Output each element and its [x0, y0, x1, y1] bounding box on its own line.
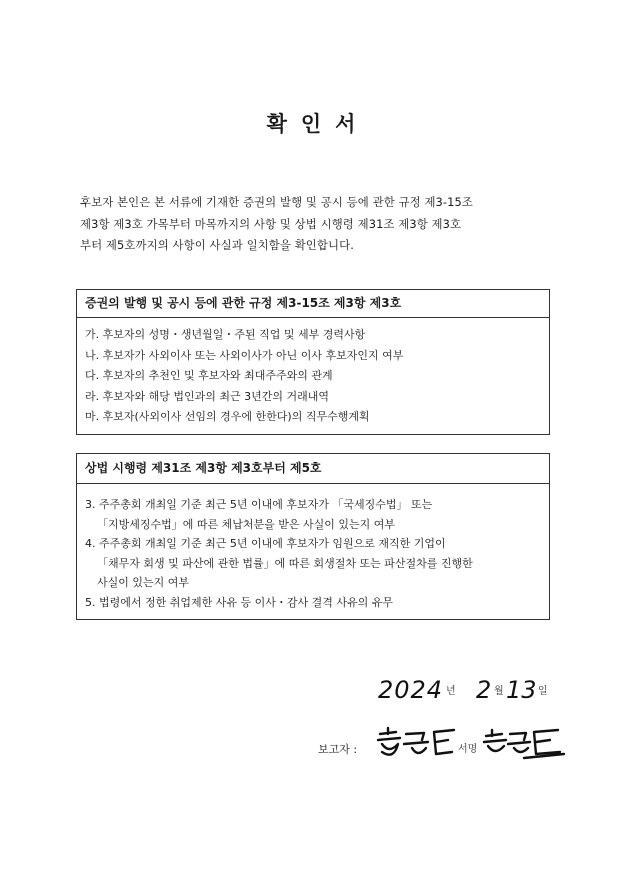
- list-item: 마. 후보자(사외이사 선임의 경우에 한한다)의 직무수행계획: [85, 410, 370, 423]
- date-year-unit: 년: [446, 686, 456, 697]
- intro-paragraph: [80, 192, 550, 257]
- date-day-unit: 일: [538, 686, 548, 697]
- list-item-line: 3. 주주총회 개최일 기준 최근 5년 이내에 후보자가 「국세징수법」 또는: [85, 498, 433, 511]
- handwritten-date: [378, 672, 558, 708]
- intro-line: 부터 제5호까지의 사항이 사실과 일치함을 확인합니다.: [80, 238, 354, 252]
- date-month-unit: 월: [494, 686, 504, 697]
- date-year: 2024: [378, 676, 444, 704]
- section-items: [77, 318, 549, 432]
- list-item-line: 「채무자 회생 및 파산에 관한 법률」에 따른 회생절차 또는 파산절차를 진행한: [97, 556, 473, 570]
- section-commercial-act: [76, 453, 550, 620]
- list-item-line: 4. 주주총회 개최일 기준 최근 5년 이내에 후보자가 임원으로 재직한 기업이: [85, 537, 446, 550]
- date-month: 2: [476, 676, 492, 704]
- list-item-line: 5. 법령에서 정한 취업제한 사유 등 이사・감사 결격 사유의 유무: [85, 595, 393, 609]
- list-item: 나. 후보자가 사외이사 또는 사외이사가 아닌 이사 후보자인지 여부: [85, 348, 404, 362]
- reporter-label: 보고자 :: [318, 743, 358, 756]
- signature-label: 서명: [458, 744, 478, 755]
- intro-line: 후보자 본인은 본 서류에 기재한 증권의 발행 및 공시 등에 관한 규정 제3-15조: [80, 195, 473, 209]
- list-item: 가. 후보자의 성명・생년월일・주된 직업 및 세부 경력사항: [85, 328, 366, 341]
- section-items: [77, 484, 549, 616]
- section-securities-regulation: [76, 289, 550, 435]
- list-item: 다. 후보자의 추천인 및 후보자와 최대주주와의 관계: [85, 369, 333, 382]
- document-title: 확인서: [266, 111, 370, 136]
- section-header: 증권의 발행 및 공시 등에 관한 규정 제3-15조 제3항 제3호: [77, 290, 549, 318]
- list-item-line: 사실이 있는지 여부: [97, 576, 190, 589]
- intro-line: 제3항 제3호 가목부터 마목까지의 사항 및 상법 시행령 제31조 제3항 제3호: [80, 216, 462, 231]
- list-item: 라. 후보자와 해당 법인과의 최근 3년간의 거래내역: [85, 389, 329, 403]
- date-day: 13: [506, 676, 537, 704]
- list-item-line: 「지방세징수법」에 따른 체납처분을 받은 사실이 있는지 여부: [97, 517, 396, 531]
- section-header: 상법 시행령 제31조 제3항 제3호부터 제5호: [77, 454, 549, 484]
